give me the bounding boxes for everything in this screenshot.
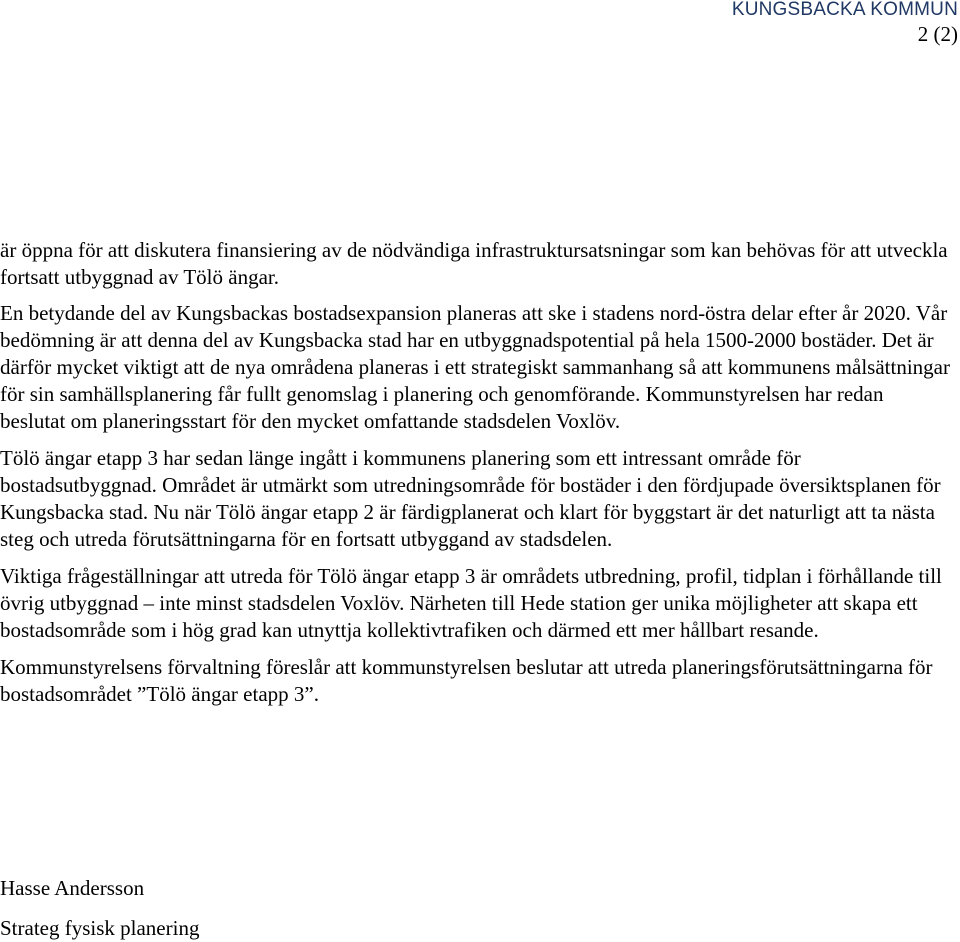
document-body: [0, 237, 952, 708]
paragraph-key-questions: Viktiga frågeställningar att utreda för Tölö ängar etapp 3 är områdets utbredning, profil, tidplan i förhållande till övrig utbyggnad – inte minst stadsdelen Voxlöv. Närheten till Hede station ger unika möjligheter att skapa ett bostadsområde som i hög grad kan utnyttja kollektivtrafiken och därmed ett mer hållbart resande.: [0, 564, 942, 642]
page-header: [732, 0, 958, 46]
paragraph-infrastructure-financing: är öppna för att diskutera finansiering av de nödvändiga infrastruktursatsningar som kan behövas för att utveckla fortsatt utbyggnad av Tölö ängar.: [0, 238, 948, 289]
signatory-name: Hasse Andersson: [0, 876, 145, 900]
page-number: 2 (2): [917, 22, 958, 46]
paragraph-housing-expansion: En betydande del av Kungsbackas bostadsexpansion planeras att ske i stadens nord-östra delar efter år 2020. Vår bedömning är att denna del av Kungsbacka stad har en utbyggnadspotential på hela 1500-2000 bostäder. Det är därför mycket viktigt att de nya områdena planeras i ett strategiskt sammanhang så att kommunens målsättningar för sin samhällsplanering får fullt genomslag i planering och genomförande. Kommunstyrelsen har redan beslutat om planeringsstart för den mycket omfattande stadsdelen Voxlöv.: [0, 301, 950, 433]
organization-name: KUNGSBACKA KOMMUN: [731, 0, 958, 20]
signatory-title: Strateg fysisk planering: [0, 916, 200, 940]
signature-block: [0, 875, 199, 942]
paragraph-proposal: Kommunstyrelsens förvaltning föreslår att kommunstyrelsen beslutar att utreda planeringsförutsättningarna för bostadsområdet ”Tölö ängar etapp 3”.: [0, 655, 933, 706]
paragraph-tolo-angar-etapp-3: Tölö ängar etapp 3 har sedan länge ingått i kommunens planering som ett intressant område för bostadsutbyggnad. Området är utmärkt som utredningsområde för bostäder i den fördjupade översiktsplanen för Kungsbacka stad. Nu när Tölö ängar etapp 2 är färdigplanerat och klart för byggstart är det naturligt att ta nästa steg och utreda förutsättningarna för en fortsatt utbyggand av stadsdelen.: [0, 446, 941, 551]
